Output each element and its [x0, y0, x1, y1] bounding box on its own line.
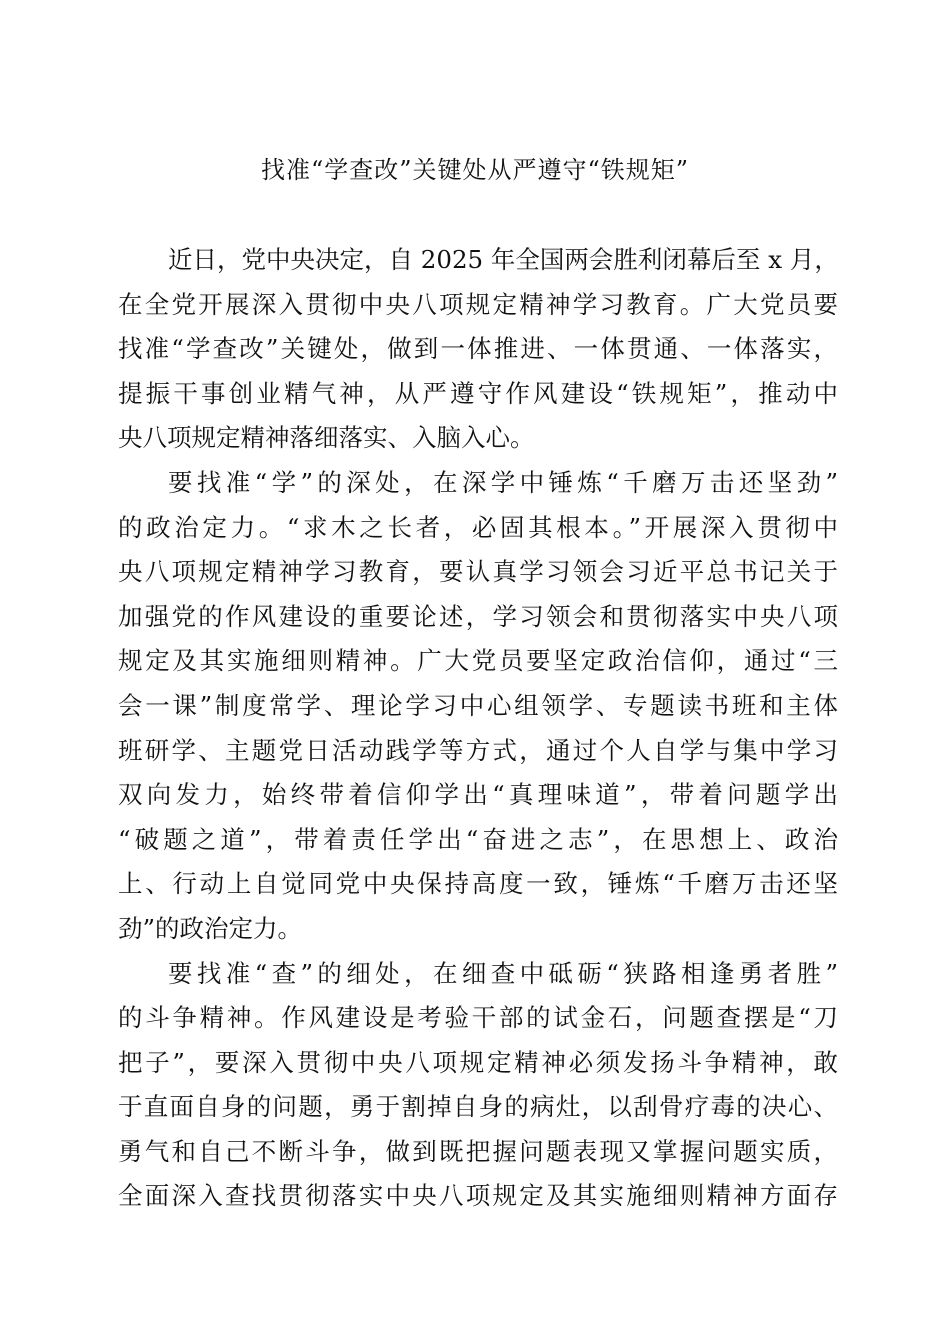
- text-line: 劲”的政治定力。: [118, 913, 303, 943]
- text-line: 双向发力，始终带着信仰学出“真理味道”，带着问题学出: [118, 780, 838, 810]
- text-line: 找准“学查改”关键处，做到一体推进、一体贯通、一体落实，: [118, 334, 838, 364]
- text-line: 班研学、主题党日活动践学等方式，通过个人自学与集中学习: [118, 735, 838, 765]
- text-line: 近日，党中央决定，自 2025 年全国两会胜利闭幕后至 x 月，: [168, 245, 839, 274]
- document-body: [118, 238, 838, 1219]
- text-line: 的政治定力。“求木之长者，必固其根本。”开展深入贯彻中: [118, 512, 838, 542]
- text-line: 提振干事创业精气神，从严遵守作风建设“铁规矩”，推动中: [118, 378, 838, 408]
- text-line: 上、行动上自觉同党中央保持高度一致，锤炼“千磨万击还坚: [118, 869, 838, 899]
- document-title: 找准“学查改”关键处从严遵守“铁规矩”: [260, 156, 690, 184]
- text-line: 的斗争精神。作风建设是考验干部的试金石，问题查摆是“刀: [118, 1003, 838, 1033]
- text-line: 央八项规定精神学习教育，要认真学习领会习近平总书记关于: [118, 557, 838, 587]
- text-line: 加强党的作风建设的重要论述，学习领会和贯彻落实中央八项: [118, 601, 838, 631]
- text-line: 央八项规定精神落细落实、入脑入心。: [118, 423, 535, 453]
- text-line: 全面深入查找贯彻落实中央八项规定及其实施细则精神方面存: [118, 1181, 838, 1211]
- text-line: 于直面自身的问题，勇于割掉自身的病灶，以刮骨疗毒的决心、: [118, 1092, 838, 1122]
- text-line: 把子”，要深入贯彻中央八项规定精神必须发扬斗争精神，敢: [118, 1047, 838, 1077]
- text-line: 规定及其实施细则精神。广大党员要坚定政治信仰，通过“三: [118, 646, 838, 676]
- text-line: 在全党开展深入贯彻中央八项规定精神学习教育。广大党员要: [118, 289, 838, 319]
- text-line: “破题之道”，带着责任学出“奋进之志”，在思想上、政治: [118, 824, 838, 854]
- text-line: 会一课”制度常学、理论学习中心组领学、专题读书班和主体: [118, 690, 838, 720]
- text-line: 要找准“学”的深处，在深学中锤炼“千磨万击还坚劲”: [168, 467, 838, 497]
- text-line: 要找准“查”的细处，在细查中砥砺“狭路相逢勇者胜”: [168, 958, 838, 988]
- text-line: 勇气和自己不断斗争，做到既把握问题表现又掌握问题实质，: [118, 1136, 838, 1166]
